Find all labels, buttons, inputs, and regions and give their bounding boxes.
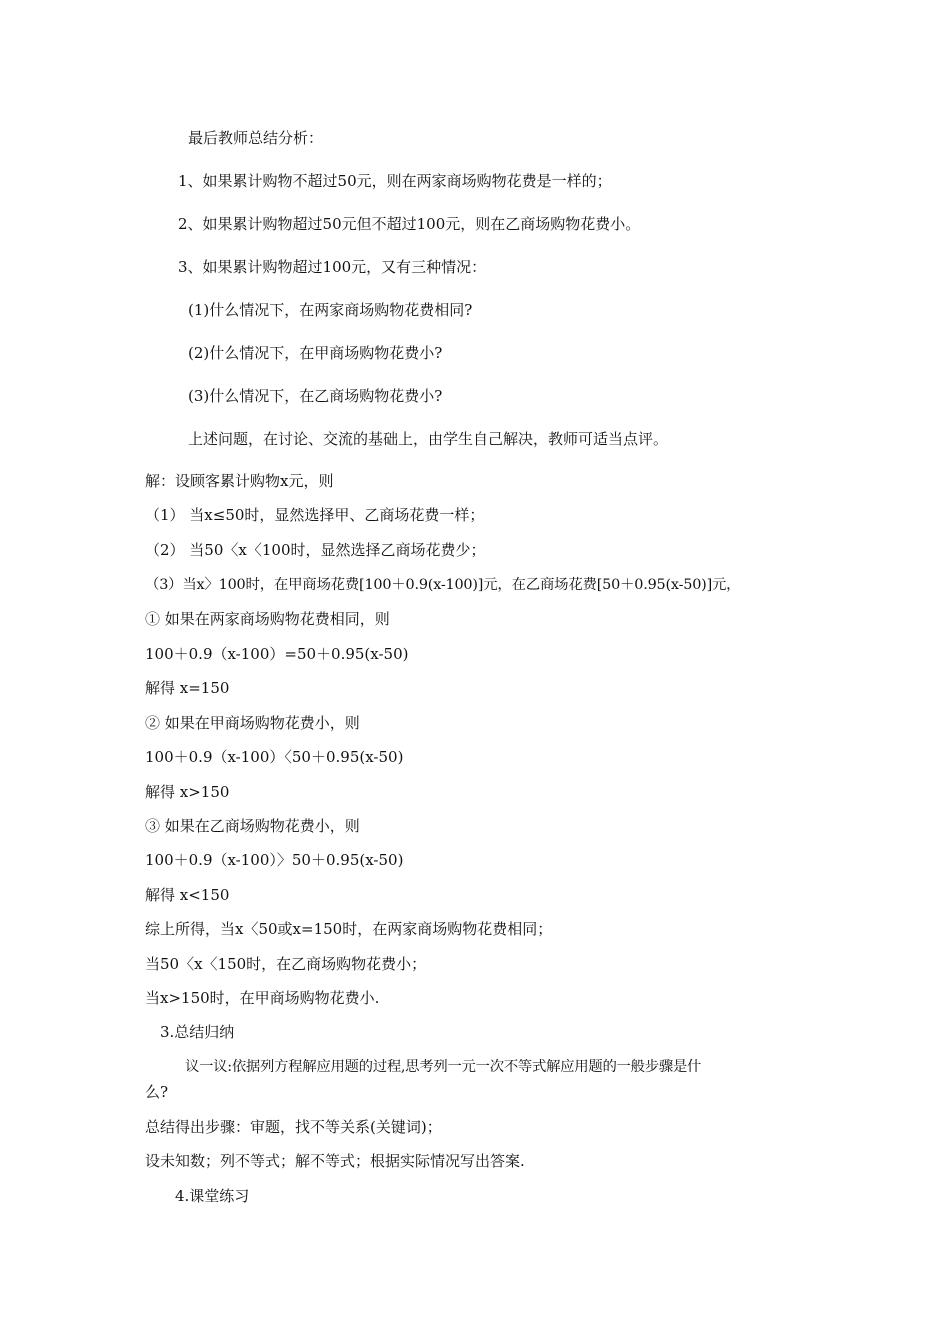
question-3: (3)什么情况下，在乙商场购物花费小?	[188, 387, 443, 405]
discussion-prompt: 议一议:依据列方程解应用题的过程,思考列一元一次不等式解应用题的一般步骤是什	[185, 1059, 702, 1075]
section-heading-summary: 3.总结归纳	[160, 1023, 235, 1041]
equation-equal: 100＋0.9（x-100）=50＋0.95(x-50)	[145, 645, 409, 663]
inequality-jia-cheaper: 100＋0.9（x-100）〈50＋0.95(x-50)	[145, 748, 404, 766]
paragraph-discussion: 上述问题，在讨论、交流的基础上，由学生自己解决，教师可适当点评。	[188, 430, 669, 448]
solution-case-1: （1） 当x≤50时，显然选择甲、乙商场花费一样；	[145, 506, 485, 524]
solution-intro: 解：设顾客累计购物x元，则	[145, 472, 334, 490]
conclusion-equal: 综上所得，当x〈50或x=150时，在两家商场购物花费相同；	[145, 920, 553, 938]
result-yi-cheaper: 解得 x<150	[145, 886, 230, 904]
solution-case-2: （2） 当50〈x〈100时，显然选择乙商场花费少；	[145, 541, 486, 559]
condition-yi-cheaper: ③ 如果在乙商场购物花费小，则	[145, 817, 360, 835]
solution-case-3: （3）当x〉100时，在甲商场花费[100＋0.9(x-100)]元，在乙商场花费[50＋0.95(x-50)]元，	[145, 577, 741, 593]
conclusion-yi: 当50〈x〈150时，在乙商场购物花费小；	[145, 955, 427, 973]
inequality-yi-cheaper: 100＋0.9（x-100）〉50＋0.95(x-50)	[145, 851, 404, 869]
summary-item-3: 3、如果累计购物超过100元，又有三种情况：	[178, 258, 487, 276]
steps-summary: 总结得出步骤：审题，找不等关系(关键词)；	[145, 1118, 442, 1136]
question-2: (2)什么情况下，在甲商场购物花费小?	[188, 344, 443, 362]
discussion-prompt-continued: 么?	[145, 1083, 169, 1101]
section-heading-practice: 4.课堂练习	[175, 1187, 250, 1205]
result-jia-cheaper: 解得 x>150	[145, 783, 230, 801]
paragraph-teacher-summary: 最后教师总结分析：	[188, 129, 324, 147]
condition-equal: ① 如果在两家商场购物花费相同，则	[145, 610, 390, 628]
summary-item-1: 1、如果累计购物不超过50元，则在两家商场购物花费是一样的；	[178, 172, 612, 190]
result-equal: 解得 x=150	[145, 679, 230, 697]
summary-item-2: 2、如果累计购物超过50元但不超过100元，则在乙商场购物花费小。	[178, 215, 641, 233]
question-1: (1)什么情况下，在两家商场购物花费相同?	[188, 301, 473, 319]
condition-jia-cheaper: ② 如果在甲商场购物花费小，则	[145, 714, 360, 732]
steps-list: 设未知数；列不等式；解不等式；根据实际情况写出答案.	[145, 1152, 525, 1170]
conclusion-jia: 当x>150时，在甲商场购物花费小.	[145, 989, 380, 1007]
